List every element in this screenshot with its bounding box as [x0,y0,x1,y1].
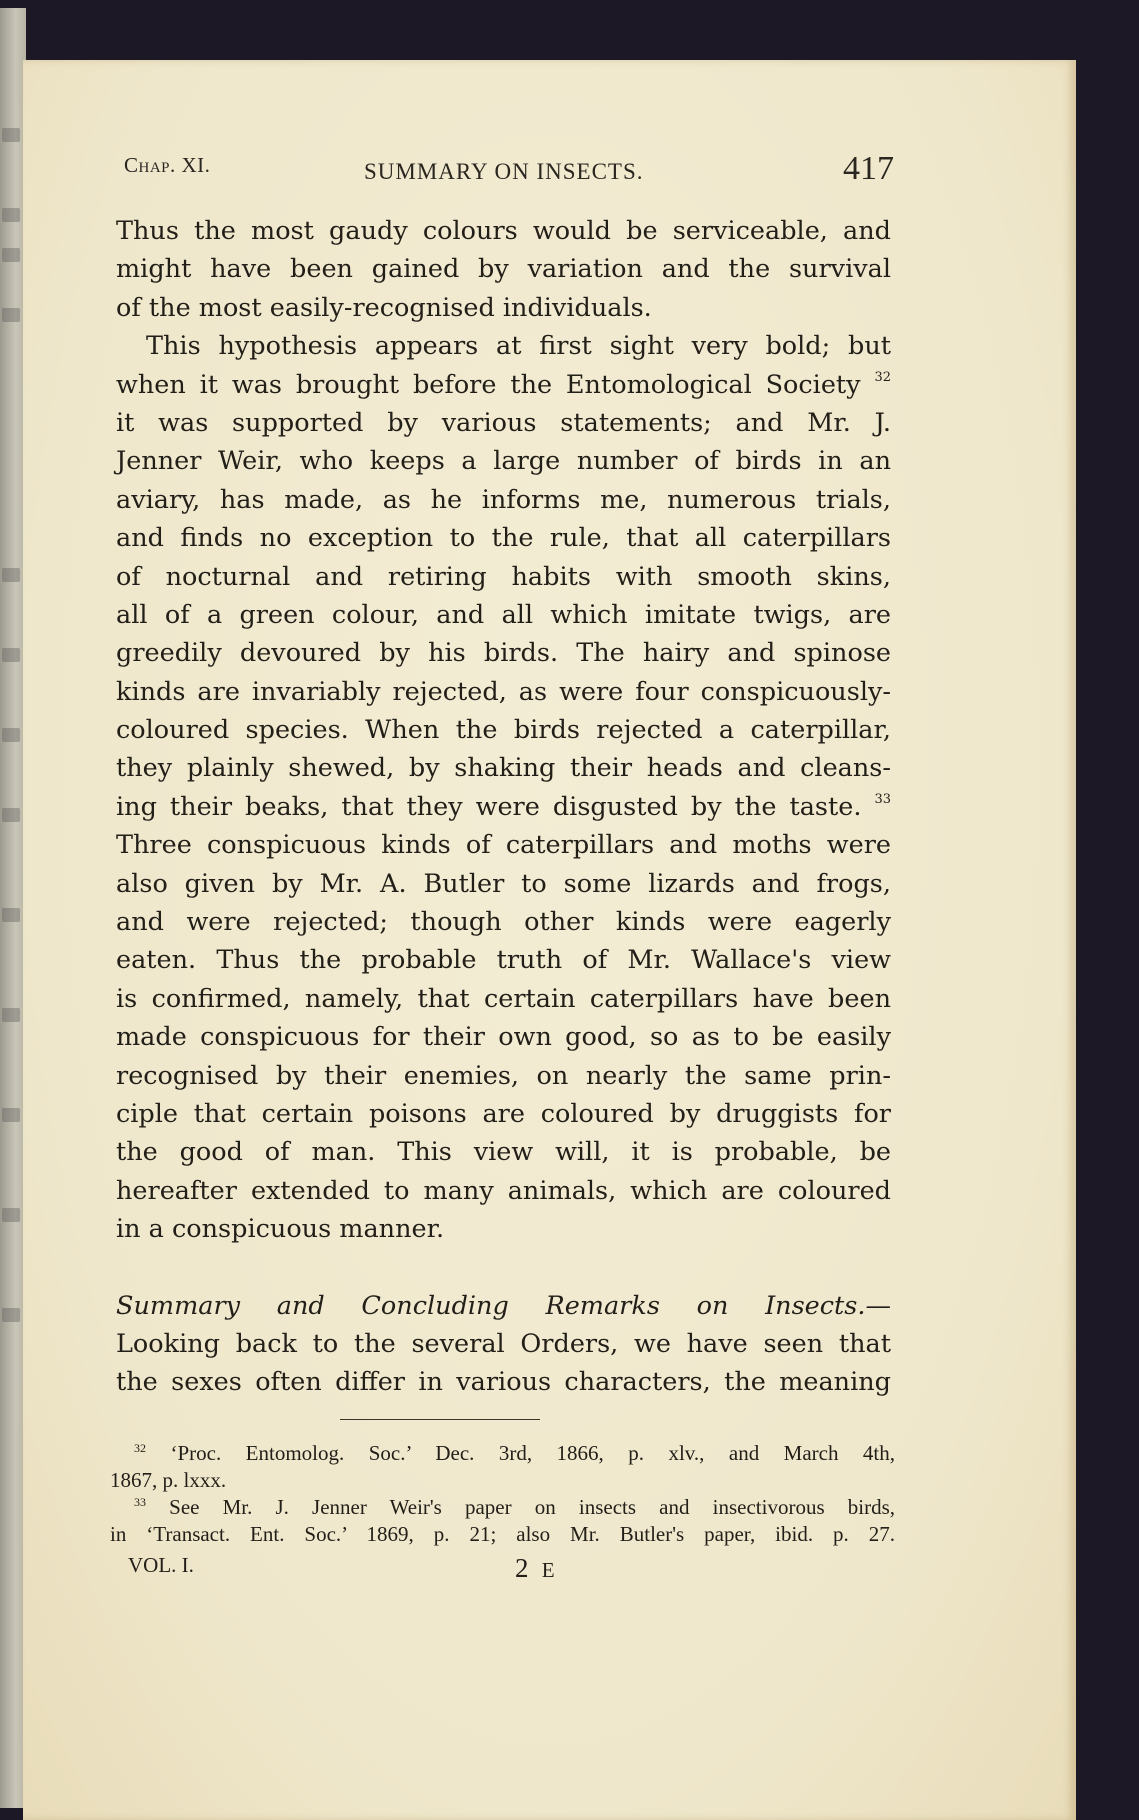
signature-mark [515,1553,559,1584]
body-line [116,1095,891,1133]
body-text [116,212,891,1402]
body-line [116,289,891,327]
body-line [116,980,891,1018]
body-line [116,519,891,557]
body-line [116,749,891,787]
body-line-text: eaten. Thus the probable truth of Mr. Wallace's view [116,945,891,976]
body-line-text: coloured species. When the birds rejected a caterpillar, [116,715,891,746]
body-line [116,250,891,288]
footnote-ref[interactable]: 32 [874,369,891,385]
body-line-text: and were rejected; though other kinds were eagerly [116,907,891,938]
volume-signature: VOL. I. [128,1553,194,1577]
footnote-number: 32 [134,1441,146,1455]
footnotes [110,1440,895,1548]
footnote-line [110,1494,895,1521]
body-line [116,1172,891,1210]
body-line [116,634,891,672]
body-line [116,1133,891,1171]
body-line-text: and finds no exception to the rule, that all caterpillars [116,523,891,554]
body-line [116,941,891,979]
body-line [116,442,891,480]
body-line-text: Three conspicuous kinds of caterpillars and moths were [116,830,891,861]
body-line-text: it was supported by various statements; and Mr. J. [116,407,891,438]
body-line [116,404,891,442]
body-line-text: aviary, has made, as he informs me, numerous trials, [116,484,891,515]
body-line [116,212,891,250]
body-line-text: kinds are invariably rejected, as were four conspicuously- [116,676,891,707]
body-line-text: Thus the most gaudy colours would be serviceable, and [116,216,891,246]
body-line-text: hereafter extended to many animals, which are coloured [116,1175,891,1206]
footnote-ref[interactable]: 33 [874,791,891,807]
body-line [116,1018,891,1056]
body-line [116,711,891,749]
body-line [116,327,891,365]
body-line-text: of the most easily-recognised individuals. [116,292,652,323]
footnote-text: 1867, p. lxxx. [110,1468,227,1492]
body-line-text: recognised by their enemies, on nearly the same prin- [116,1060,891,1091]
body-line [116,1057,891,1095]
body-line-text: ciple that certain poisons are coloured by druggists for [116,1098,891,1129]
body-line [116,788,891,826]
footnote-rule [340,1419,540,1420]
body-line-text: greedily devoured by his birds. The hairy and spinose [116,638,891,669]
body-line-text: they plainly shewed, by shaking their heads and cleans- [116,753,891,784]
section-heading: Summary and Concluding Remarks on Insects.— [116,1290,891,1321]
body-line-text: of nocturnal and retiring habits with smooth skins, [116,561,891,592]
section-line: the sexes often differ in various characters, the meaning [116,1367,891,1398]
body-line-text: is confirmed, namely, that certain caterpillars have been [116,983,891,1014]
body-line [116,1210,891,1248]
body-line-text: all of a green colour, and all which imitate twigs, are [116,599,891,630]
body-line [116,366,891,404]
chapter-label: Chap. XI. [124,153,211,177]
body-line [116,558,891,596]
page-number: 417 [843,150,894,187]
body-line [116,596,891,634]
body-line [116,903,891,941]
body-line [116,481,891,519]
body-line [116,865,891,903]
section-gap [116,1249,891,1287]
body-line-text: Jenner Weir, who keeps a large number of birds in an [116,446,891,477]
body-line-text: This hypothesis appears at first sight very bold; but [146,331,891,362]
footnote-text: ‘Proc. Entomolog. Soc.’ Dec. 3rd, 1866, p. xlv., and March 4th, [170,1441,895,1465]
footnote-number: 33 [134,1495,146,1509]
body-line [116,673,891,711]
running-head [124,150,894,193]
body-line-text: made conspicuous for their own good, so as to be easily [116,1022,891,1053]
body-line-text: the good of man. This view will, it is probable, be [116,1137,891,1168]
footnote-text: in ‘Transact. Ent. Soc.’ 1869, p. 21; also Mr. Butler's paper, ibid. p. 27. [110,1522,895,1546]
body-line-text: in a conspicuous manner. [116,1214,445,1245]
body-line-text: when it was brought before the Entomological Society [116,369,861,400]
body-line-text: might have been gained by variation and the survival [116,254,891,285]
section-line: Looking back to the several Orders, we have seen that [116,1328,891,1359]
signature-number: 2 [515,1553,533,1583]
footnote-text: See Mr. J. Jenner Weir's paper on insects and insectivorous birds, [169,1495,896,1519]
body-line [116,826,891,864]
footnote-line [110,1521,895,1548]
running-title: SUMMARY ON INSECTS. [364,159,644,184]
body-line-text: ing their beaks, that they were disgusted by the taste. [116,791,862,822]
body-line-text: also given by Mr. A. Butler to some lizards and frogs, [116,868,891,899]
footnote-line [110,1440,895,1467]
signature-letter: E [541,1558,559,1582]
footnote-line [110,1467,895,1494]
